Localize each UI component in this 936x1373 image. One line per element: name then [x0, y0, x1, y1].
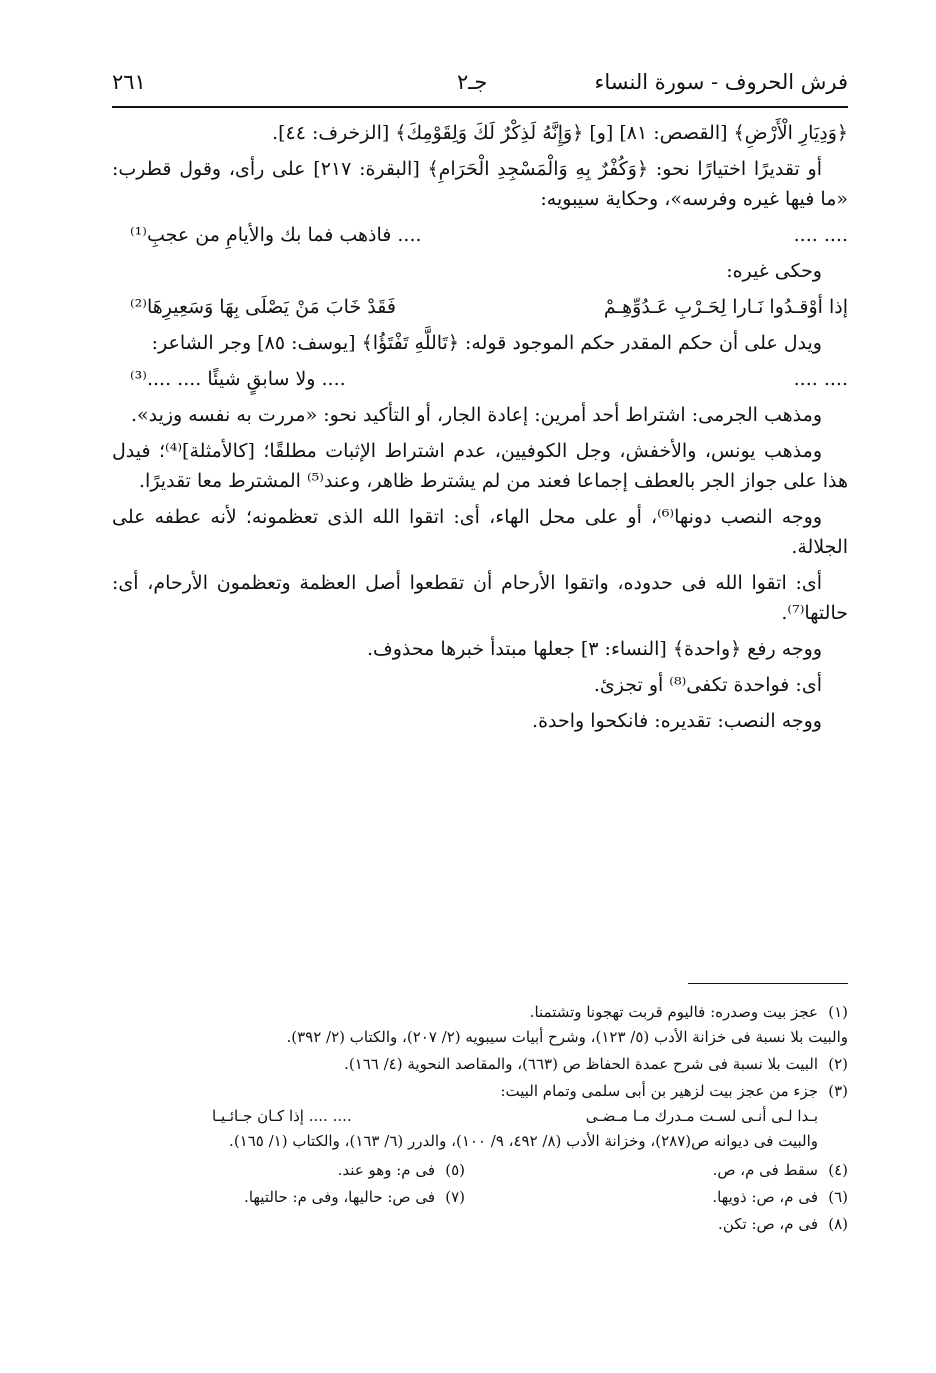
footnote-number: (٤): [828, 1161, 848, 1179]
main-text: [112, 118, 848, 742]
verse-first-hemistich: إذا أوْقـدُوا نَـارا لِحَـرْبِ عَـدُوِّهِـمْ: [603, 296, 848, 318]
footnote-number: (٦): [828, 1188, 848, 1206]
page-header: [112, 66, 848, 106]
footnote-text: سقط فى م، ص.: [712, 1161, 818, 1179]
footnote-number: (٧): [445, 1188, 465, 1206]
footnote: [495, 1158, 848, 1183]
footnote: [112, 1079, 848, 1154]
footnote-number: (٣): [828, 1082, 848, 1100]
poem-verse: [112, 292, 848, 322]
verse-second-hemistich: فَقَدْ خَابَ مَنْ يَصْلَى بِهَا وَسَعِيرِهَا⁽²⁾: [130, 296, 396, 318]
page-number: ٢٦١: [112, 70, 146, 94]
footnote-verse: [112, 1104, 818, 1129]
footnote: [112, 1158, 465, 1183]
footnote-text: فى م، ص: تكن.: [718, 1215, 818, 1233]
footnote-text: فى ص: حاليها، وفى م: حالتيها.: [244, 1188, 435, 1206]
footnote: [495, 1185, 848, 1210]
poem-verse: [112, 364, 848, 394]
footnote-grid: [112, 1158, 848, 1239]
verse-second-hemistich: .... .... إذا كـان جـائـيـا: [212, 1107, 352, 1125]
footnotes: [112, 1000, 848, 1239]
verse-second-hemistich: .... فاذهب فما بك والأيامِ من عجبِ⁽¹⁾: [130, 224, 422, 246]
footnote-text: فى م، ص: ذويها.: [712, 1188, 818, 1206]
verse-first-hemistich: بـدا لـى أنـى لسـت مـدرك مـا مـضـى: [585, 1107, 818, 1125]
paragraph: ومذهب الجرمى: اشتراط أحد أمرين: إعادة الجار، أو التأكيد نحو: «مررت به نفسه وزيد».: [130, 404, 822, 426]
poem-verse: [112, 220, 848, 250]
footnote-text: والبيت فى ديوانه ص(٢٨٧)، وخزانة الأدب (٨/ ٤٩٢، ٩/ ١٠٠)، والدرر (٦/ ١٦٣)، والكتاب (١/ ١٦٥).: [229, 1132, 818, 1150]
footnote-text: جزء من عجز بيت لزهير بن أبى سلمى وتمام البيت:: [500, 1082, 818, 1100]
paragraph: أو تقديرًا اختيارًا نحو: ﴿وَكُفْرٌ بِهِ وَالْمَسْجِدِ الْحَرَامِ﴾ [البقرة: ٢١٧] على رأى، وقول قطرب: «ما فيها غيره وفرسه»، وحكاية سيبويه:: [112, 158, 848, 210]
paragraph: ووجه رفع ﴿واحدة﴾ [النساء: ٣] جعلها مبتدأ خبرها محذوف.: [366, 638, 822, 660]
paragraph: ووجه النصب دونها⁽⁶⁾، أو على محل الهاء، أى: اتقوا الله الذى تعظمونه؛ لأنه عطفه على الجلالة.: [112, 506, 848, 558]
footnote-text: فى م: وهو عند.: [337, 1161, 435, 1179]
paragraph: ووجه النصب: تقديره: فانكحوا واحدة.: [532, 710, 822, 732]
footnote-number: (١): [828, 1003, 848, 1021]
paragraph: وحكى غيره:: [726, 260, 822, 282]
running-title: فرش الحروف - سورة النساء: [594, 70, 848, 94]
footnote-number: (٨): [828, 1215, 848, 1233]
paragraph: ومذهب يونس، والأخفش، وجل الكوفيين، عدم اشتراط الإثبات مطلقًا؛ [كالأمثلة]⁽⁴⁾؛ فيدل هذا على جواز الجر بالعطف إجماعا فعند من لم يشترط ظاهر، وعند⁽⁵⁾ المشترط معا تقديرًا.: [112, 440, 848, 492]
footnote-number: (٥): [445, 1161, 465, 1179]
footnote: [112, 1185, 465, 1210]
paragraph: أى: فواحدة تكفى⁽⁸⁾ أو تجزئ.: [593, 674, 822, 696]
verse-second-hemistich: .... ولا سابقٍ شيئًا .... ....⁽³⁾: [130, 368, 346, 390]
verse-first-hemistich: .... ....: [793, 224, 848, 246]
footnote-number: (٢): [828, 1055, 848, 1073]
paragraph: أى: اتقوا الله فى حدوده، واتقوا الأرحام أن تقطعوا أصل العظمة وتعظمون الأرحام، أى: حالتها⁽⁷⁾.: [112, 572, 848, 624]
footnote-rule: [688, 983, 848, 984]
footnote-text: والبيت بلا نسبة فى خزانة الأدب (٥/ ١٢٣)، وشرح أبيات سيبويه (٢/ ٢٠٧)، والكتاب (٢/ ٣٩٢).: [286, 1028, 848, 1046]
verse-first-hemistich: .... ....: [793, 368, 848, 390]
footnote-text: البيت بلا نسبة فى شرح عمدة الحفاظ ص (٦٦٣)، والمقاصد النحوية (٤/ ١٦٦).: [344, 1055, 818, 1073]
header-rule: [112, 106, 848, 108]
paragraph: ﴿وَدِيَارِ الْأَرْضِ﴾ [القصص: ٨١] [و] ﴿وَإِنَّهُ لَذِكْرٌ لَكَ وَلِقَوْمِكَ﴾ [الزخرف: ٤٤].: [272, 122, 848, 144]
volume-number: جـ٢: [457, 70, 488, 94]
footnote: [112, 1052, 848, 1077]
paragraph: ويدل على أن حكم المقدر حكم الموجود قوله: ﴿تَاللَّهِ تَفْتَؤُا﴾ [يوسف: ٨٥] وجر الشاعر:: [151, 332, 822, 354]
footnote-text: عجز بيت وصدره: فاليوم قربت تهجونا وتشتمنا.: [529, 1003, 818, 1021]
footnote: [495, 1212, 848, 1237]
footnote: [112, 1000, 848, 1050]
